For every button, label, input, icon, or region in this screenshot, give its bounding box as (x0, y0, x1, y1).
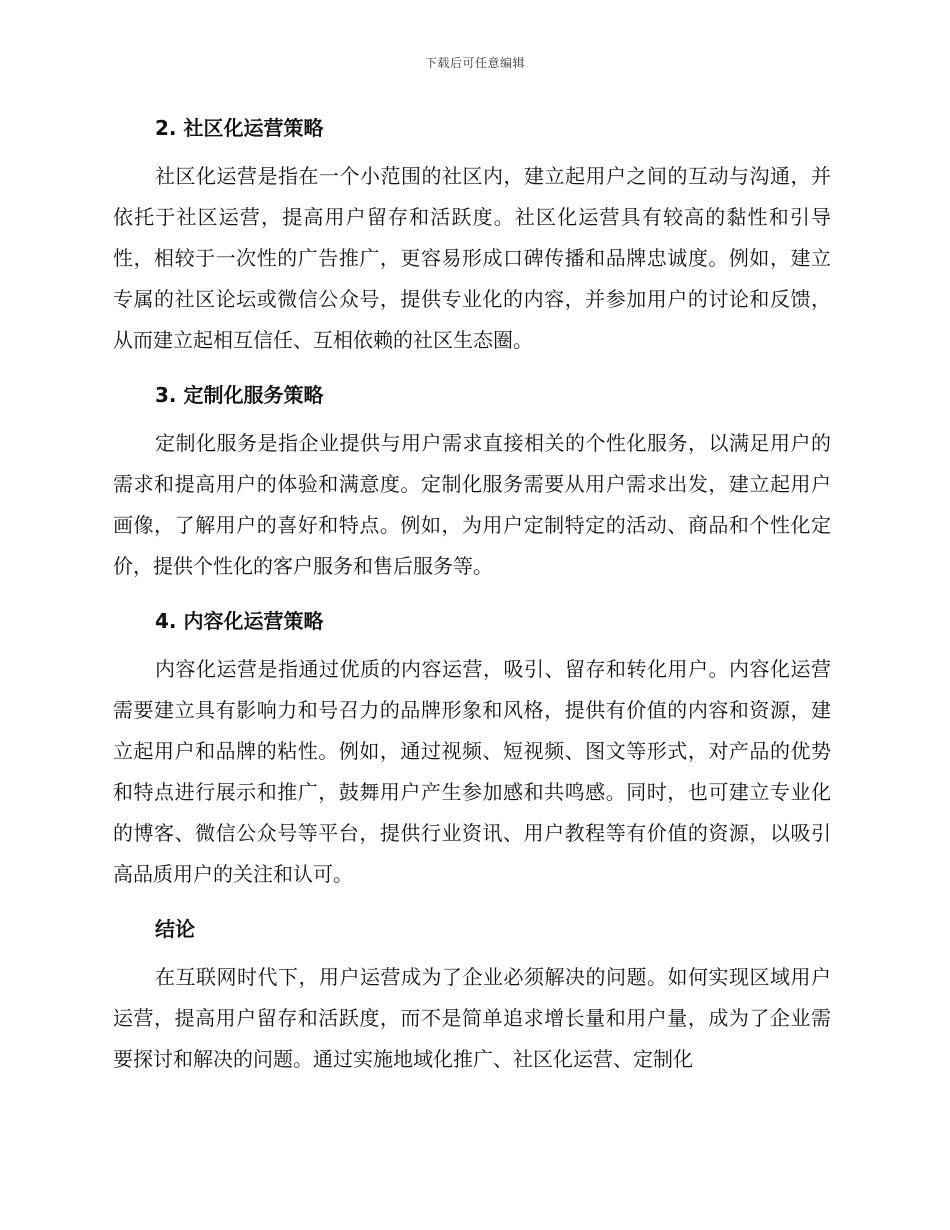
section-paragraph: 内容化运营是指通过优质的内容运营，吸引、留存和转化用户。内容化运营需要建立具有影响力和号召力的品牌形象和风格，提供有价值的内容和资源，建立起用户和品牌的粘性。例如，通过视频、短视频、图文等形式，对产品的优势和特点进行展示和推广，鼓舞用户产生参加感和共鸣感。同时，也可建立专业化的博客、微信公众号等平台，提供行业资讯、用户教程等有价值的资源，以吸引高品质用户的关注和认可。 (113, 657, 831, 886)
section-custom-service (113, 375, 831, 587)
section-content-operation (113, 601, 831, 895)
section-paragraph: 在互联网时代下，用户运营成为了企业必须解决的问题。如何实现区域用户运营，提高用户留存和活跃度，而不是简单追求增长量和用户量，成为了企业需要探讨和解决的问题。通过实施地域化推广、社区化运营、定制化 (113, 965, 831, 1071)
document-body (113, 108, 831, 1094)
section-paragraph: 社区化运营是指在一个小范围的社区内，建立起用户之间的互动与沟通，并依托于社区运营，提高用户留存和活跃度。社区化运营具有较高的黏性和引导性，相较于一次性的广告推广，更容易形成口碑传播和品牌忠诚度。例如，建立专属的社区论坛或微信公众号，提供专业化的内容，并参加用户的讨论和反馈，从而建立起相互信任、互相依赖的社区生态圈。 (113, 164, 831, 352)
section-heading: 4. 内容化运营策略 (155, 609, 324, 633)
section-conclusion (113, 909, 831, 1080)
section-paragraph: 定制化服务是指企业提供与用户需求直接相关的个性化服务，以满足用户的需求和提高用户的体验和满意度。定制化服务需要从用户需求出发，建立起用户画像，了解用户的喜好和特点。例如，为用户定制特定的活动、商品和个性化定价，提供个性化的客户服务和售后服务等。 (113, 431, 831, 578)
section-heading: 结论 (155, 917, 195, 941)
section-community-operation (113, 108, 831, 361)
page-header: 下载后可任意编辑 (424, 56, 525, 70)
section-heading: 3. 定制化服务策略 (155, 383, 324, 407)
section-heading: 2. 社区化运营策略 (155, 116, 324, 140)
